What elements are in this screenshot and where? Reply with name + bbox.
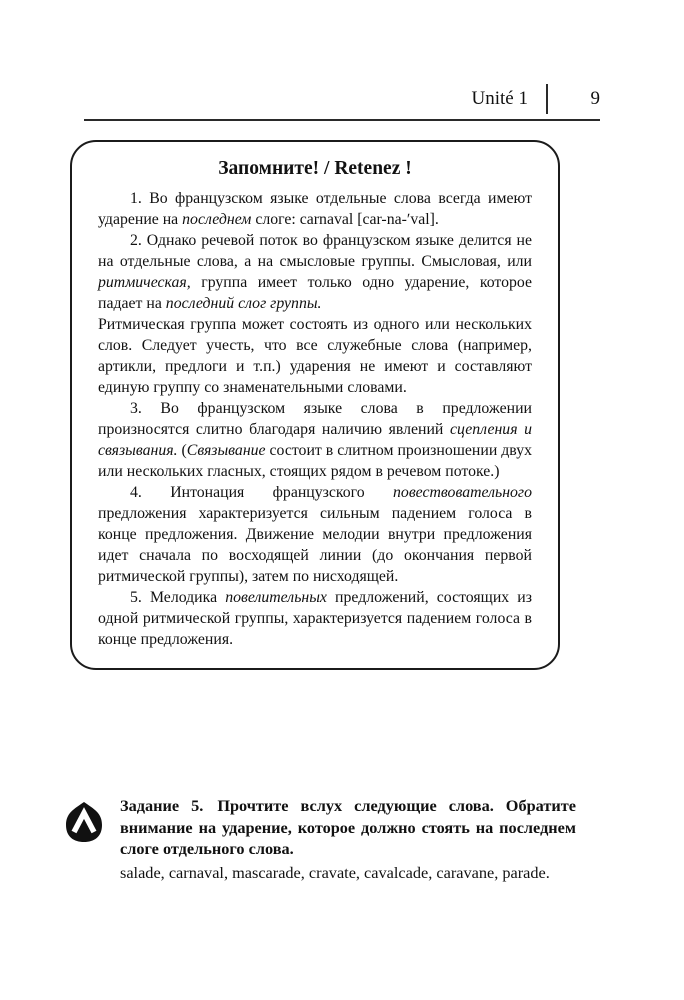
task-instruction	[120, 795, 576, 860]
header-rule	[84, 119, 600, 121]
page-number: 9	[590, 88, 600, 109]
note-paragraph: 4. Интонация французского повествовательного предложения характеризуется сильным падением голоса в конце предложения. Движение мелодии внутри предложения идет сначала по восходящей линии (до окончания первой ритмической группы), затем по нисходящей.	[98, 484, 532, 585]
note-paragraph: 2. Однако речевой поток во французском языке делится не на отдельные слова, а на смысловые группы. Смысловая, или ритмическая, группа имеет только одно ударение, которое падает на последний слог группы.	[98, 232, 532, 312]
remember-note-box	[70, 140, 560, 670]
task-section	[64, 795, 576, 883]
note-title: Запомните! / Retenez !	[218, 158, 412, 179]
page-header	[84, 84, 600, 114]
task-number: Задание 5.	[120, 796, 204, 815]
note-paragraph: Ритмическая группа может состоять из одного или нескольких слов. Следует учесть, что все служебные слова (например, артикли, предлоги и т.п.) ударения не имеют и составляют единую группу со знаменательными словами.	[98, 316, 532, 396]
note-paragraph: 1. Во французском языке отдельные слова всегда имеют ударение на последнем слоге: carnaval [car-na-ʹval].	[98, 190, 532, 228]
unit-label: Unité 1	[471, 88, 528, 109]
audio-listening-icon	[64, 801, 104, 883]
task-word-list: salade, carnaval, mascarade, cravate, cavalcade, caravane, parade.	[120, 862, 550, 882]
note-paragraph: 3. Во французском языке слова в предложении произносятся слитно благодаря наличию явлений сцепления и связывания. (Связывание состоит в слитном произношении двух или нескольких гласных, стоящих рядом в речевом потоке.)	[98, 400, 532, 480]
task-instruction-text: Прочтите вслух следующие слова. Обратите внимание на ударение, которое должно стоять на последнем слоге отдельного слова.	[120, 796, 576, 858]
note-paragraph: 5. Мелодика повелительных предложений, состоящих из одной ритмической группы, характеризуется падением голоса в конце предложения.	[98, 589, 532, 648]
task-text	[120, 795, 576, 883]
